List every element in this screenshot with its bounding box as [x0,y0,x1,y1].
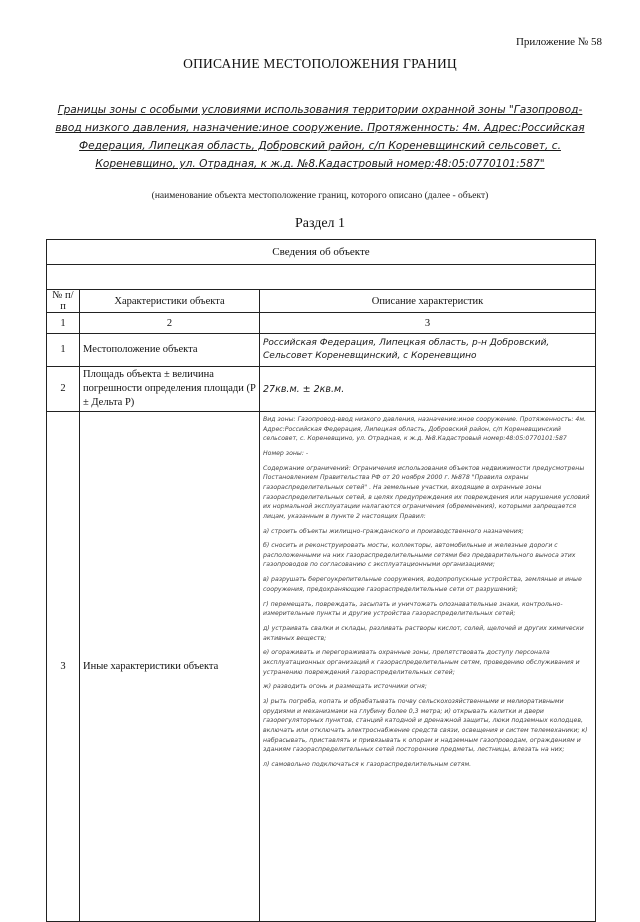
table-row [47,412,596,922]
row-value-other-details [260,412,596,922]
detail-paragraph: ж) разводить огонь и размещать источники огня; [263,683,427,691]
column-number-3: 3 [260,313,596,334]
detail-paragraph: а) строить объекты жилищно-гражданского и производственного назначения; [263,527,524,535]
detail-paragraph: Номер зоны: - [263,449,309,457]
table-row [47,367,596,412]
blank-row [47,265,596,290]
row-value-area: 27кв.м. ± 2кв.м. [260,367,596,412]
detail-paragraph: б) сносить и реконструировать мосты, коллекторы, автомобильные и железные дороги с расположенными на них газораспределительными сетями без предварительного выноса этих газопроводов по согласованию с эксплуатационными организациями; [263,542,576,569]
column-header-number: № п/п [47,290,80,313]
row-name-other: Иные характеристики объекта [80,412,260,922]
detail-paragraph: д) устраивать свалки и склады, разливать растворы кислот, солей, щелочей и других химически активных веществ; [263,625,584,642]
row-name-area: Площадь объекта ± величина погрешности определения площади (Р ± Дельта Р) [80,367,260,412]
column-header-description: Описание характеристик [260,290,596,313]
detail-paragraph: з) рыть погреба, копать и обрабатывать почву сельскохозяйственными и мелиоративными орудиями и механизмами на глубину более 0,3 метра; и) открывать калитки и двери газорегуляторных пунктов, станций катодной и дренажной защиты, люки подземных колодцев, включать или отключать электроснабжение средств связи, освещения и систем телемеханики; к) набрасывать, приставлять и привязывать к опорам и надземным газопроводам, ограждениям и зданиям газораспределительных сетей посторонние предметы, лестницы, влезать на них; [263,698,588,754]
detail-paragraph: е) огораживать и перегораживать охранные зоны, препятствовать доступу персонала эксплуатационных организаций к газораспределительным сетям, проведению обслуживания и устранению повреждений газораспределительных сетей; [263,649,580,676]
table-row [47,334,596,367]
detail-paragraph: Содержание ограничений: Ограничения использования объектов недвижимости предусмотрены Постановлением Правительства РФ от 20 ноября 2000 г. №878 "Правила охраны газораспределительных сетей" . На земельные участки, входящие в охранные зоны газораспределительных сетей, в целях предупреждения их повреждения или нарушения условий их нормальной эксплуатации налагаются ограничения (обременения), которыми запрещается лицам, указанным в пункте 2 настоящих Правил: [263,464,590,520]
row-value-location: Российская Федерация, Липецкая область, р-н Добровский, Сельсовет Кореневщинский, с Кореневщино [260,334,596,367]
object-subject: Границы зоны с особыми условиями использования территории охранной зоны "Газопровод-ввод низкого давления, назначение:иное сооружение. Протяженность: 4м. Адрес:Российская Федерация, Липецкая область, Добровский район, с/п Кореневщинский сельсовет, с. Кореневщино, ул. Отрадная, к ж.д. №8.Кадастровый номер:48:05:0770101:587" [55,104,585,170]
detail-paragraph: г) перемещать, повреждать, засыпать и уничтожать опознавательные знаки, контрольно-измерительные пункты и другие устройства газораспределительных сетей; [263,600,563,618]
table-header: Сведения об объекте [47,240,596,265]
column-header-characteristics: Характеристики объекта [80,290,260,313]
appendix-number: Приложение № 58 [515,36,602,48]
object-info-table [46,239,596,922]
section-title: Раздел 1 [294,216,346,231]
document-title: ОПИСАНИЕ МЕСТОПОЛОЖЕНИЯ ГРАНИЦ [183,56,457,71]
column-number-1: 1 [47,313,80,334]
detail-paragraph: Вид зоны: Газопровод-ввод низкого давления, назначение:иное сооружение. Протяженность: 4м. Адрес:Российская Федерация, Липецкая область, Добровский район, с/п Кореневщинский сельсовет, с. Кореневщино, ул. Отрадная, к ж.д. №8.Кадастровый номер:48:05:0770101:587 [263,416,586,443]
row-number: 1 [47,334,80,367]
row-name-location: Местоположение объекта [80,334,260,367]
row-number: 3 [47,412,80,922]
subject-caption: (наименование объекта местоположение границ, которого описано (далее - объект) [151,191,489,201]
column-number-2: 2 [80,313,260,334]
detail-paragraph: в) разрушать берегоукрепительные сооружения, водопропускные устройства, земляные и иные сооружения, предохраняющие газораспределительные сети от разрушений; [263,576,582,593]
detail-paragraph: л) самовольно подключаться к газораспределительным сетям. [263,760,472,768]
row-number: 2 [47,367,80,412]
